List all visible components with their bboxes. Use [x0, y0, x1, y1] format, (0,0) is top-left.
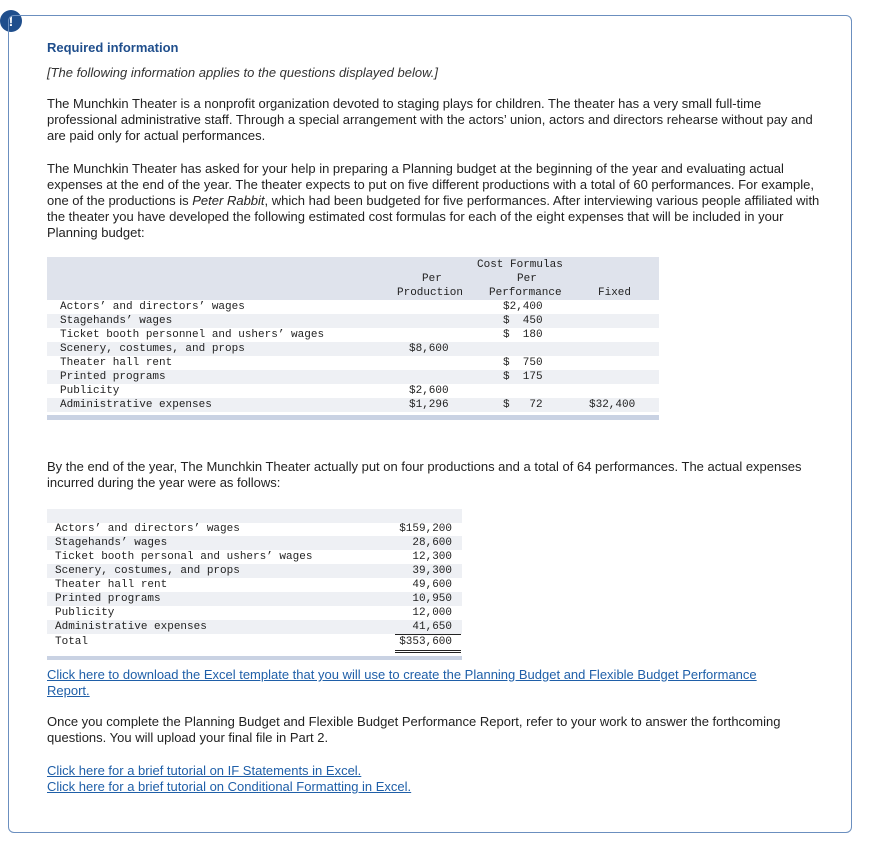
- table-bottom-bar: [47, 656, 462, 660]
- actual-table-header: [47, 509, 462, 523]
- row-production: $8,600: [409, 343, 449, 355]
- row-fixed: $32,400: [589, 399, 636, 411]
- row-amount: 39,300: [412, 565, 452, 577]
- planning-paragraph-part1: The Munchkin Theater has asked for your help in preparing a Planning budget at the beginning of the year and evaluating actual expenses at the end of the year. The theater expects to put on five different productions with a total of 60 performances. For example, one of the productions is: [47, 161, 814, 208]
- table-row: [47, 620, 462, 634]
- row-amount: 10,950: [412, 593, 452, 605]
- planning-paragraph-part2: , which had been budgeted for five performances. After interviewing various people affiliated with the theater you have developed the following estimated cost formulas for each of the eight expenses that will be included in your Planning budget:: [47, 193, 820, 240]
- row-label: Scenery, costumes, and props: [60, 343, 245, 355]
- actual-expenses-table: [47, 509, 462, 661]
- row-label: Publicity: [60, 385, 120, 397]
- row-performance: $ 450: [503, 315, 543, 327]
- row-amount: 41,650: [412, 621, 452, 633]
- row-performance: $2,400: [503, 301, 543, 313]
- row-label: Theater hall rent: [55, 579, 168, 591]
- cost-table-header: [47, 257, 659, 300]
- row-label: Actors’ and directors’ wages: [60, 301, 245, 313]
- row-label: Actors’ and directors’ wages: [55, 523, 240, 535]
- row-performance: $ 180: [503, 329, 543, 341]
- upload-paragraph: Once you complete the Planning Budget and Flexible Budget Performance Report, refer to your work to answer the forthcoming questions. You will upload your final file in Part 2.: [47, 714, 781, 745]
- table-row: [47, 550, 462, 564]
- table-row: [47, 578, 462, 592]
- row-label: Stagehands’ wages: [55, 537, 168, 549]
- table-row: [47, 592, 462, 606]
- excel-template-link[interactable]: Click here to download the Excel template that you will use to create the Planning Budget and Flexible Budget Performance Report.: [47, 667, 757, 698]
- per-production-header-2: Production: [397, 287, 464, 299]
- row-production: $2,600: [409, 385, 449, 397]
- table-row: [47, 356, 659, 370]
- row-performance: $ 72: [503, 399, 543, 411]
- row-performance: $ 750: [503, 357, 543, 369]
- row-label: Printed programs: [60, 371, 166, 383]
- row-performance: $ 175: [503, 371, 543, 383]
- row-amount: 12,000: [412, 607, 452, 619]
- table-bottom-bar: [47, 415, 659, 420]
- per-performance-header-2: Performance: [489, 287, 562, 299]
- table-row: [47, 606, 462, 620]
- production-name: Peter Rabbit: [192, 193, 265, 208]
- planning-paragraph: [47, 161, 827, 241]
- alert-icon: !: [0, 10, 22, 32]
- table-row: [47, 328, 659, 342]
- row-label: Ticket booth personnel and ushers’ wages: [60, 329, 325, 341]
- fixed-header: Fixed: [598, 287, 632, 299]
- row-amount: 49,600: [412, 579, 452, 591]
- total-row: [47, 635, 462, 649]
- table-row: [47, 522, 462, 536]
- row-label: Publicity: [55, 607, 115, 619]
- total-label: Total: [55, 636, 89, 648]
- row-label: Theater hall rent: [60, 357, 173, 369]
- total-double-underline-2: [395, 652, 461, 653]
- row-amount: $159,200: [399, 523, 452, 535]
- cost-formulas-table: [47, 257, 659, 421]
- total-double-underline-1: [395, 650, 461, 651]
- actual-expenses-paragraph: By the end of the year, The Munchkin Theater actually put on four productions and a total of 64 performances. The actual expenses incurred during the year were as follows:: [47, 459, 802, 490]
- total-amount: $353,600: [399, 636, 452, 648]
- table-row: [47, 314, 659, 328]
- row-label: Administrative expenses: [55, 621, 207, 633]
- table-row: [47, 370, 659, 384]
- table-row: [47, 398, 659, 412]
- row-label: Administrative expenses: [60, 399, 212, 411]
- table-row: [47, 536, 462, 550]
- row-amount: 12,300: [412, 551, 452, 563]
- row-label: Printed programs: [55, 593, 161, 605]
- table-row: [47, 300, 659, 314]
- row-label: Stagehands’ wages: [60, 315, 173, 327]
- required-info-title: Required information: [47, 40, 179, 55]
- per-performance-header-1: Per: [517, 273, 537, 285]
- if-statements-tutorial-link[interactable]: Click here for a brief tutorial on IF Statements in Excel.: [47, 763, 362, 778]
- applies-note: [The following information applies to the questions displayed below.]: [47, 65, 438, 80]
- table-row: [47, 384, 659, 398]
- intro-paragraph: The Munchkin Theater is a nonprofit organization devoted to staging plays for children. The theater has a very small full-time professional administrative staff. Through a special arrangement with the actors’ union, actors and directors rehearse without pay and are paid only for actual performances.: [47, 96, 813, 143]
- table-row: [47, 564, 462, 578]
- row-label: Scenery, costumes, and props: [55, 565, 240, 577]
- row-production: $1,296: [409, 399, 449, 411]
- row-label: Ticket booth personal and ushers’ wages: [55, 551, 313, 563]
- table-row: [47, 342, 659, 356]
- per-production-header-1: Per: [422, 273, 442, 285]
- conditional-formatting-tutorial-link[interactable]: Click here for a brief tutorial on Conditional Formatting in Excel.: [47, 779, 412, 794]
- cost-formulas-header: Cost Formulas: [477, 259, 563, 271]
- row-amount: 28,600: [412, 537, 452, 549]
